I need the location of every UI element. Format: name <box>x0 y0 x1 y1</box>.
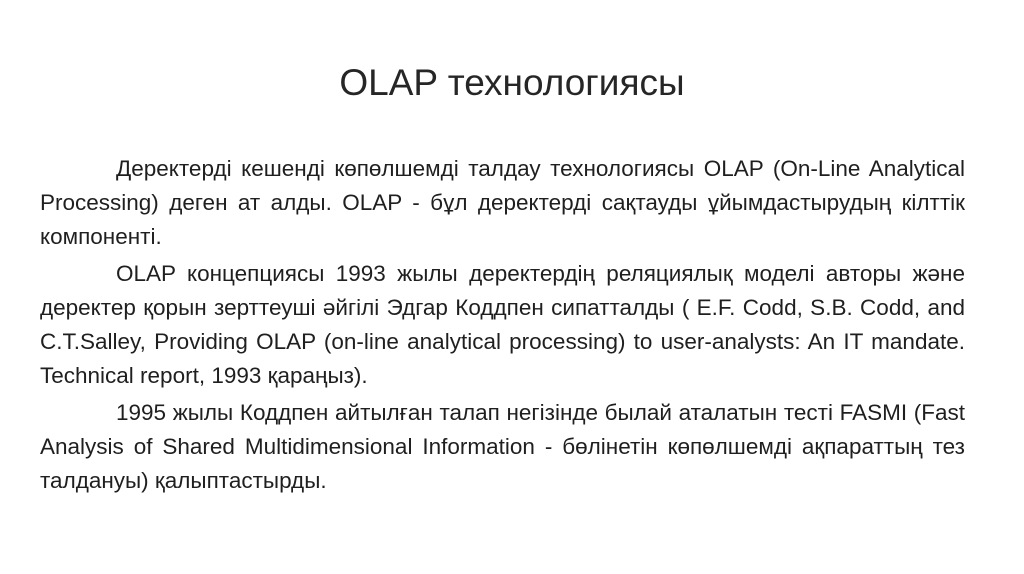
paragraph-fasmi-test: 1995 жылы Коддпен айтылған талап негізінде былай аталатын тесті FASMI (Fast Analysis of Shared Multidimensional Information - бөлінетін көпөлшемді ақпараттың тез талдануы) қалыптастырды. <box>40 400 965 493</box>
slide-body <box>40 152 965 501</box>
paragraph-olap-definition: Деректерді кешенді көпөлшемді талдау технологиясы OLAP (On-Line Analytical Processing) деген ат алды. OLAP - бұл деректерді сақтауды ұйымдастырудың кілттік компоненті. <box>40 156 965 249</box>
slide-title: OLAP технологиясы <box>339 62 685 103</box>
paragraph-olap-concept-history: OLAP концепциясы 1993 жылы деректердің реляциялық моделі авторы және деректер қорын зерттеуші әйгілі Эдгар Коддпен сипатталды ( E.F. Codd, S.B. Codd, and C.T.Salley, Providing OLAP (on-line analytical processing) to user-analysts: An IT mandate. Technical report, 1993 қараңыз). <box>40 261 965 388</box>
